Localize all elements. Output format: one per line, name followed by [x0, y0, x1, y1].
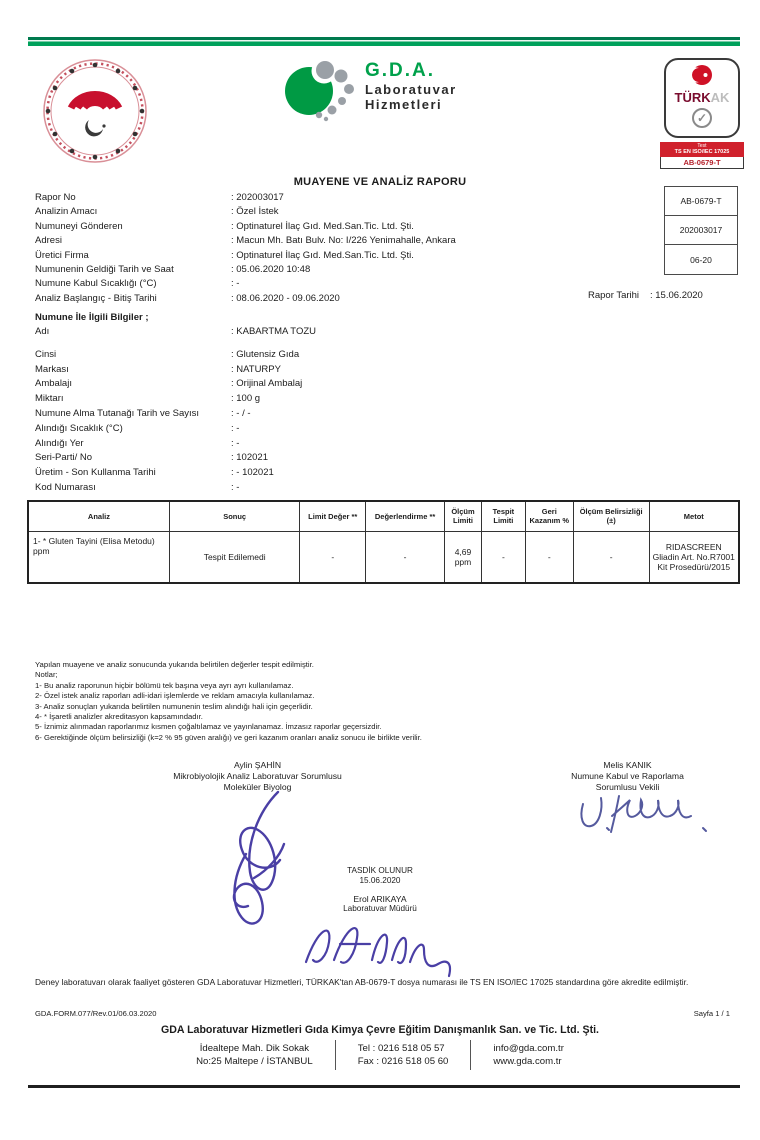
field-label: Kod Numarası [35, 481, 96, 493]
sample-field-seri [35, 451, 635, 466]
bottom-divider [28, 1085, 740, 1088]
field-value: : - [231, 437, 240, 449]
field-label: Analizin Amacı [35, 206, 98, 218]
form-code: GDA.FORM.077/Rev.01/06.03.2020 [35, 1009, 157, 1018]
contact-address [174, 1040, 335, 1070]
table-header-row [28, 501, 739, 531]
turkak-accreditation-no: AB-0679-T [660, 157, 744, 169]
field-label: Numuneyi Gönderen [35, 220, 123, 232]
col-header-tespit-limiti: Tespit Limiti [481, 501, 525, 531]
turkak-box [664, 58, 740, 138]
address-line2: No:25 Maltepe / İSTANBUL [196, 1056, 313, 1067]
sample-field-kod [35, 481, 635, 496]
col-header-degerlendirme: Değerlendirme ** [366, 501, 445, 531]
sample-field-tutanak [35, 407, 635, 422]
turkak-band [660, 142, 744, 157]
field-label: Alındığı Sıcaklık (°C) [35, 422, 123, 434]
signatory-role: Numune Kabul ve Raporlama [571, 770, 684, 781]
field-label: Adresi [35, 235, 62, 247]
report-date-label: Rapor Tarihi [588, 290, 640, 301]
col-header-sonuc: Sonuç [169, 501, 299, 531]
turkak-logo [660, 58, 744, 169]
gda-acronym: G.D.A. [365, 60, 436, 81]
field-value: : KABARTMA TOZU [231, 326, 316, 337]
side-reference-boxes [664, 186, 738, 275]
report-fields [35, 191, 595, 306]
field-value: : - [231, 422, 240, 434]
side-box-date-code: 06-20 [690, 254, 712, 265]
gda-line1: Laboratuvar [365, 82, 457, 97]
cell-geri-kazanim: - [525, 531, 573, 583]
field-value: : - / - [231, 407, 251, 419]
field-label: Üretim - Son Kullanma Tarihi [35, 467, 156, 479]
field-label: Alındığı Yer [35, 437, 84, 449]
sample-field-sicaklik [35, 422, 635, 437]
turkak-brand [666, 91, 738, 105]
turkak-band-line1: Test [697, 143, 707, 149]
signatory-role: Moleküler Biyolog [223, 781, 292, 792]
signature-melis-icon [575, 788, 720, 848]
field-analiz-amaci [35, 205, 595, 219]
field-label: Ambalajı [35, 378, 72, 390]
signatory-name: Aylin ŞAHİN [233, 760, 282, 770]
note-line: 4- * İşaretli analizler akreditasyon kapsamındadır. [35, 712, 203, 722]
spacer [35, 340, 635, 348]
field-value: : Özel İstek [231, 206, 279, 218]
field-analiz-tarih [35, 292, 595, 306]
field-label: Adı [35, 326, 50, 337]
gda-logo-icon [283, 58, 359, 128]
sample-field-ambalaji [35, 377, 635, 392]
field-value: : 100 g [231, 393, 261, 405]
sample-field-skt [35, 466, 635, 481]
tel-line: Tel : 0216 518 05 57 [357, 1043, 445, 1054]
field-value: : Macun Mh. Batı Bulv. No: I/226 Yenimahalle, Ankara [231, 235, 456, 247]
side-box-accreditation: AB-0679-T [665, 187, 737, 216]
field-value: : 202003017 [231, 192, 284, 203]
company-name: GDA Laboratuvar Hizmetleri Gıda Kimya Çevre Eğitim Danışmanlık San. ve Tic. Ltd. Şti. [160, 1024, 599, 1036]
field-label: Cinsi [35, 348, 57, 360]
cell-olcum-belirsizligi: - [573, 531, 649, 583]
field-value: : 05.06.2020 10:48 [231, 264, 311, 276]
note-line: 1- Bu analiz raporunun hiçbir bölümü tek başına veya ayrı ayrı kullanılamaz. [35, 680, 294, 690]
field-label: Numune Alma Tutanağı Tarih ve Sayısı [35, 407, 200, 419]
turkak-band-line2: TS EN ISO/IEC 17025 [674, 149, 730, 155]
field-label: Markası [35, 363, 69, 375]
cell-tespit-limiti: - [481, 531, 525, 583]
field-value: : 102021 [231, 452, 268, 464]
sample-section [35, 311, 635, 496]
note-line: 2- Özel istek analiz raporları adli-idari işlemlerde ve reklam amacıyla kullanılamaz. [35, 691, 315, 701]
web-line: www.gda.com.tr [493, 1056, 562, 1067]
field-uretici [35, 249, 595, 263]
sample-field-miktari [35, 392, 635, 407]
ministry-seal-icon [38, 56, 153, 173]
accreditation-statement: Deney laboratuvarı olarak faaliyet gösteren GDA Laboratuvar Hizmetleri, TÜRKAK'tan AB-0679-T dosya numarası ile TS EN ISO/IEC 17025 standardına göre akredite edilmiştir. [35, 977, 689, 987]
sample-field-adi [35, 325, 635, 340]
sample-heading: Numune İle İlgili Bilgiler ; [35, 312, 149, 323]
approval-date: 15.06.2020 [359, 876, 401, 885]
col-header-geri-kazanim: Geri Kazanım % [525, 501, 573, 531]
cell-limit-deger: - [300, 531, 366, 583]
top-divider [28, 37, 740, 46]
contact-phone [335, 1040, 471, 1070]
col-header-olcum-limiti: Ölçüm Limiti [445, 501, 482, 531]
approval-line: TASDİK OLUNUR [347, 866, 413, 875]
page-title: MUAYENE VE ANALİZ RAPORU [293, 176, 467, 188]
note-line: Notlar; [35, 670, 58, 680]
field-value: : - 102021 [231, 467, 274, 479]
field-rapor-no [35, 191, 595, 205]
field-label: Üretici Firma [35, 249, 89, 261]
contact-row [0, 1040, 760, 1070]
page-number: Sayfa 1 / 1 [693, 1009, 730, 1018]
field-label: Numune Kabul Sıcaklığı (°C) [35, 278, 157, 290]
field-label: Seri-Parti/ No [35, 452, 93, 464]
signature-erol-icon [300, 918, 460, 985]
contact-web [470, 1040, 586, 1070]
col-header-olcum-belirsizligi: Ölçüm Belirsizliği (±) [573, 501, 649, 531]
field-value: : Glutensiz Gıda [231, 348, 300, 360]
col-header-limit-deger: Limit Değer ** [300, 501, 366, 531]
col-header-analiz: Analiz [28, 501, 169, 531]
cell-analiz: 1- * Gluten Tayini (Elisa Metodu) ppm [28, 531, 169, 583]
signatory-role: Mikrobiyolojik Analiz Laboratuvar Sorumlusu [173, 770, 342, 781]
address-line1: İdealtepe Mah. Dik Sokak [199, 1043, 310, 1054]
cell-sonuc: Tespit Edilemedi [169, 531, 299, 583]
note-line: Yapılan muayene ve analiz sonucunda yukarıda belirtilen değerler tespit edilmiştir. [35, 660, 314, 669]
field-kabul-sicaklik [35, 277, 595, 291]
report-date [588, 290, 703, 301]
field-value: : - [231, 278, 240, 290]
sample-field-markasi [35, 363, 635, 378]
field-gonderen [35, 220, 595, 234]
signatory-role: Sorumlusu Vekili [595, 781, 660, 792]
table-row [28, 531, 739, 583]
col-header-metot: Metot [649, 501, 739, 531]
cell-olcum-limiti: 4,69 ppm [445, 531, 482, 583]
signatory-name: Melis KANIK [603, 760, 652, 770]
email-line: info@gda.com.tr [493, 1043, 564, 1054]
approval-role: Laboratuvar Müdürü [343, 904, 417, 913]
analysis-results-table [27, 500, 740, 584]
note-line: 3- Analiz sonuçları yukarıda belirtilen numunenin teslim alındığı hali için geçerlidir. [35, 701, 313, 711]
fax-line: Fax : 0216 518 05 60 [357, 1056, 449, 1067]
field-label: Miktarı [35, 393, 64, 405]
note-line: 5- İznimiz alınmadan raporlarımız kısmen çoğaltılamaz ve yayınlanamaz. İmzasız raporlar geçersizdir. [35, 722, 382, 732]
approval-block [280, 866, 480, 914]
field-value: : NATURPY [231, 363, 281, 375]
approval-name: Erol ARIKAYA [353, 894, 407, 904]
field-label: Analiz Başlangıç - Bitiş Tarihi [35, 292, 157, 304]
sample-field-cinsi [35, 348, 635, 363]
form-row [35, 1009, 730, 1018]
gda-line2: Hizmetleri [365, 97, 443, 112]
turkak-check-icon: ✓ [692, 108, 712, 128]
field-label: Rapor No [35, 192, 76, 203]
turkak-word-ak: AK [710, 90, 730, 105]
cell-metot: RIDASCREEN Gliadin Art. No.R7001 Kit Prosedürü/2015 [649, 531, 739, 583]
field-value: : Optinaturel İlaç Gıd. Med.San.Tic. Ltd. Şti. [231, 220, 414, 232]
field-value: : - [231, 481, 240, 493]
note-line: 6- Gerektiğinde ölçüm belirsizliği (k=2 % 95 güven aralığı) ve geri kazanım oranları analiz sonucu ile birlikte verilir. [35, 732, 422, 742]
sample-field-yer [35, 437, 635, 452]
report-date-value: : 15.06.2020 [650, 290, 703, 301]
field-adres [35, 234, 595, 248]
field-gelis-tarihi [35, 263, 595, 277]
field-value: : 08.06.2020 - 09.06.2020 [231, 292, 340, 304]
notes-section [35, 660, 735, 743]
turkak-word-turk: TÜRK [674, 90, 711, 105]
side-box-report-no: 202003017 [665, 216, 737, 245]
gda-logo [283, 58, 457, 128]
field-value: : Orijinal Ambalaj [231, 378, 303, 390]
field-label: Numunenin Geldiği Tarih ve Saat [35, 264, 174, 276]
cell-degerlendirme: - [366, 531, 445, 583]
turkak-crescent-icon [691, 64, 713, 86]
field-value: : Optinaturel İlaç Gıd. Med.San.Tic. Ltd. Şti. [231, 249, 414, 261]
